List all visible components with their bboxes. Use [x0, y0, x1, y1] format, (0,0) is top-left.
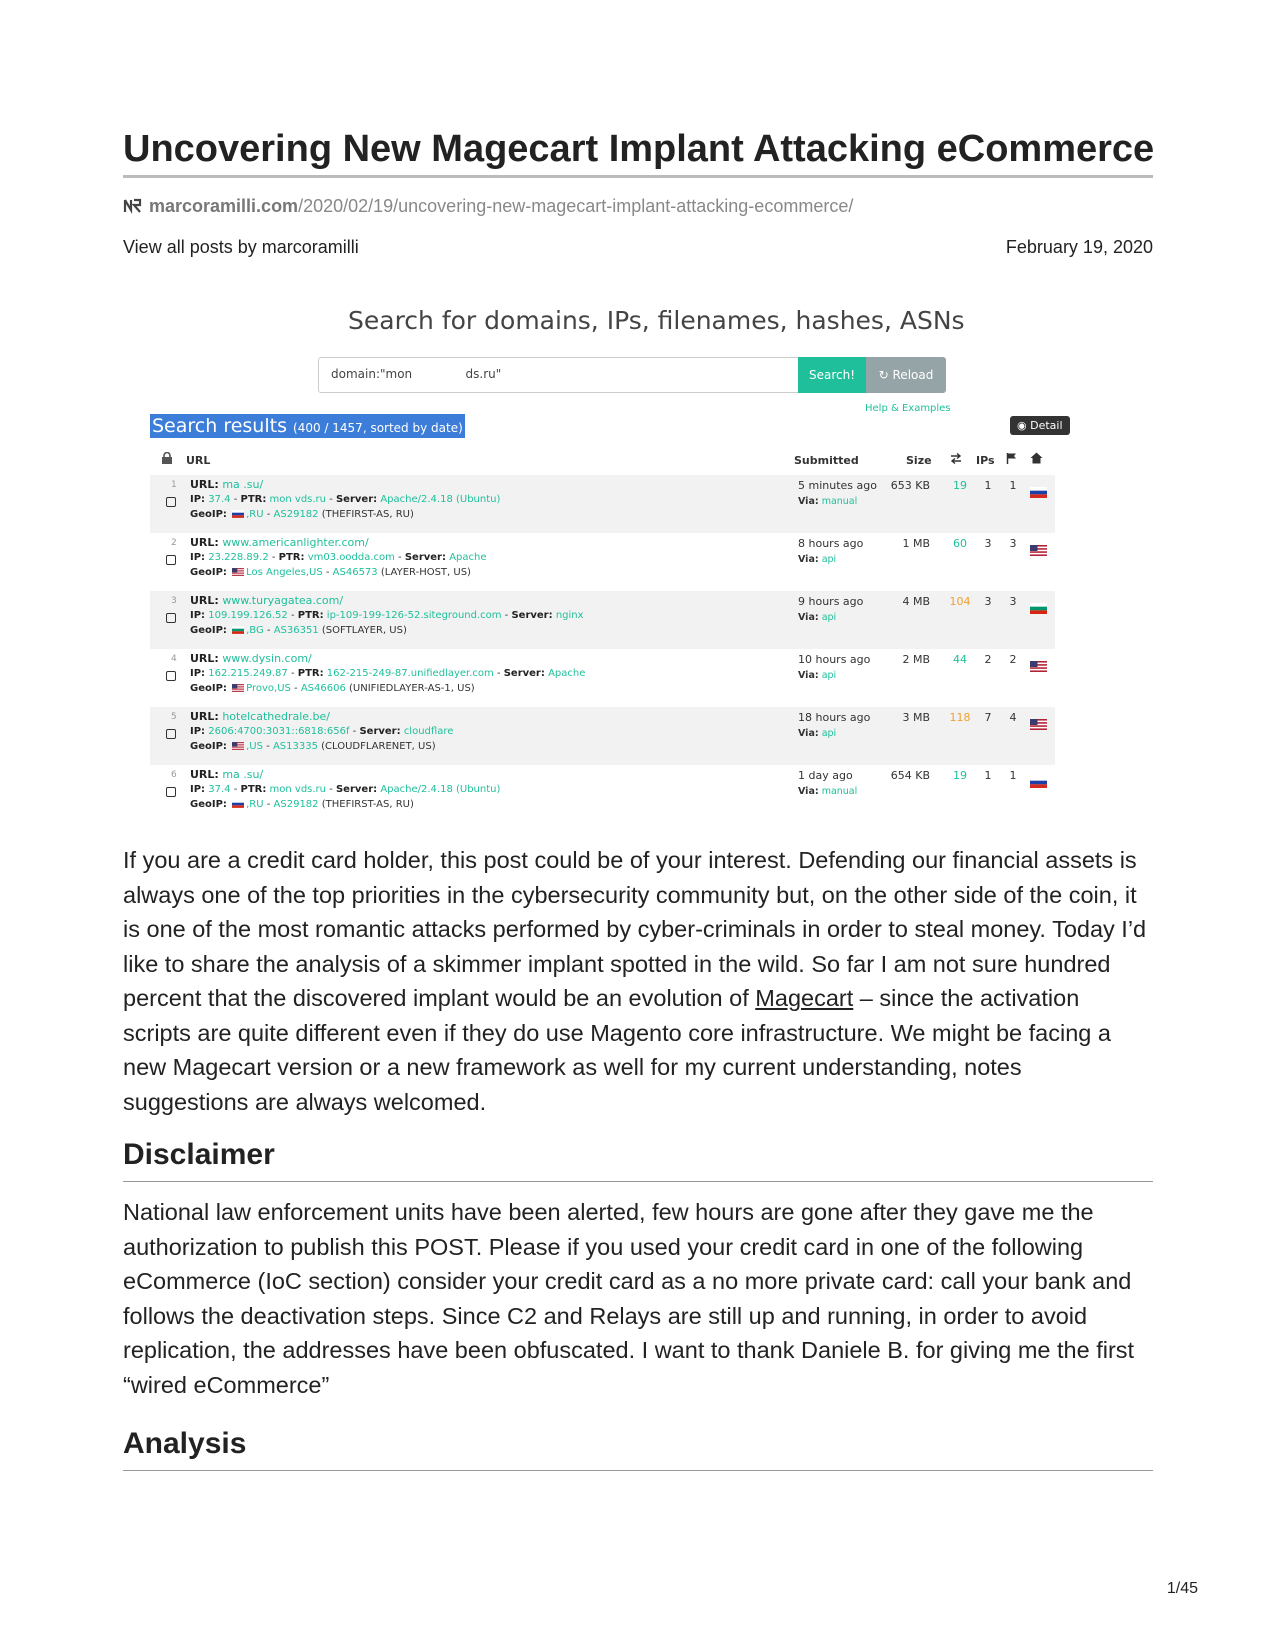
row-countries: 1: [1009, 769, 1017, 782]
row-size: 1 MB: [902, 537, 930, 550]
detail-button[interactable]: ◉ Detail: [1010, 416, 1070, 435]
row-number: 6: [171, 770, 177, 780]
row-ip: IP: 2606:4700:3031::6818:656f - Server: cloudflare: [190, 726, 454, 737]
source-domain: marcoramilli.com: [149, 196, 299, 216]
lock-icon: [161, 452, 173, 464]
disclaimer-rule: [123, 1181, 1153, 1182]
magecart-link[interactable]: Magecart: [755, 985, 854, 1011]
row-via: Via: manual: [798, 786, 858, 797]
search-screenshot: [150, 300, 1115, 870]
geo-flag-icon: [232, 626, 244, 634]
row-size: 3 MB: [902, 711, 930, 724]
geo-flag-icon: [232, 510, 244, 518]
row-ips: 1: [984, 479, 992, 492]
row-ip: IP: 23.228.89.2 - PTR: vm03.oodda.com - Server: Apache: [190, 552, 487, 563]
heading-disclaimer: Disclaimer: [123, 1138, 275, 1171]
table-row[interactable]: [150, 765, 1055, 823]
row-flag-icon: [1030, 773, 1047, 784]
geo-flag-icon: [232, 742, 244, 750]
site-logo-icon: [123, 198, 143, 214]
row-transfers: 60: [953, 537, 967, 550]
row-submitted: 8 hours ago: [798, 537, 864, 550]
row-number: 4: [171, 654, 177, 664]
row-transfers: 44: [953, 653, 967, 666]
row-size: 654 KB: [890, 769, 930, 782]
geo-flag-icon: [232, 684, 244, 692]
row-ips: 2: [984, 653, 992, 666]
table-row[interactable]: [150, 707, 1055, 765]
row-submitted: 10 hours ago: [798, 653, 871, 666]
row-countries: 3: [1009, 537, 1017, 550]
row-checkbox[interactable]: [166, 613, 176, 623]
transfer-icon: [950, 453, 962, 464]
table-row[interactable]: [150, 533, 1055, 591]
row-countries: 3: [1009, 595, 1017, 608]
post-date: February 19, 2020: [1005, 237, 1153, 257]
row-countries: 2: [1009, 653, 1017, 666]
row-submitted: 9 hours ago: [798, 595, 864, 608]
row-transfers: 118: [949, 711, 971, 724]
row-number: 1: [171, 480, 177, 490]
row-geoip: GeoIP: ,US - AS13335 (CLOUDFLARENET, US): [190, 741, 436, 752]
row-url[interactable]: URL: ma .su/: [190, 768, 264, 781]
row-via: Via: api: [798, 728, 837, 739]
geo-flag-icon: [232, 800, 244, 808]
row-url[interactable]: URL: www.dysin.com/: [190, 652, 312, 665]
row-ip: IP: 37.4 - PTR: mon vds.ru - Server: Apache/2.4.18 (Ubuntu): [190, 494, 501, 505]
row-countries: 4: [1009, 711, 1017, 724]
table-row[interactable]: [150, 475, 1055, 533]
row-flag-icon: [1030, 541, 1047, 552]
title-rule: [123, 175, 1153, 178]
row-checkbox[interactable]: [166, 497, 176, 507]
row-geoip: GeoIP: ,BG - AS36351 (SOFTLAYER, US): [190, 625, 407, 636]
col-ips: IPs: [976, 454, 995, 467]
row-flag-icon: [1030, 483, 1047, 494]
row-checkbox[interactable]: [166, 671, 176, 681]
row-size: 653 KB: [890, 479, 930, 492]
row-number: 5: [171, 712, 177, 722]
row-url[interactable]: URL: hotelcathedrale.be/: [190, 710, 331, 723]
heading-analysis: Analysis: [123, 1427, 247, 1460]
results-title: Search results (400 / 1457, sorted by date): [152, 415, 463, 437]
row-via: Via: api: [798, 612, 837, 623]
col-size: Size: [906, 454, 932, 467]
row-ips: 3: [984, 537, 992, 550]
table-row[interactable]: [150, 649, 1055, 707]
row-countries: 1: [1009, 479, 1017, 492]
search-heading: Search for domains, IPs, filenames, hashes, ASNs: [348, 306, 965, 335]
row-geoip: GeoIP: Provo,US - AS46606 (UNIFIEDLAYER-AS-1, US): [190, 683, 475, 694]
row-ips: 3: [984, 595, 992, 608]
row-transfers: 19: [953, 769, 967, 782]
help-link[interactable]: Help & Examples: [865, 403, 951, 414]
row-via: Via: api: [798, 670, 837, 681]
author-link[interactable]: View all posts by marcoramilli: [123, 237, 359, 257]
row-submitted: 18 hours ago: [798, 711, 871, 724]
row-url[interactable]: URL: www.americanlighter.com/: [190, 536, 369, 549]
page-number: 1/45: [1166, 1580, 1198, 1597]
row-number: 2: [171, 538, 177, 548]
row-ips: 1: [984, 769, 992, 782]
page-title: Uncovering New Magecart Implant Attacking eCommerce: [123, 128, 1155, 170]
col-submitted: Submitted: [794, 454, 859, 467]
geo-flag-icon: [232, 568, 244, 576]
row-ips: 7: [984, 711, 992, 724]
row-checkbox[interactable]: [166, 729, 176, 739]
row-number: 3: [171, 596, 177, 606]
row-ip: IP: 162.215.249.87 - PTR: 162-215-249-87.unifiedlayer.com - Server: Apache: [190, 668, 586, 679]
disclaimer-paragraph: National law enforcement units have been alerted, few hours are gone after they gave me the authorization to publish this POST. Please if you used your credit card in one of the following eCommerce (IoC section) consider your credit card as a no more private card: call your bank and follows the deactivation steps. Since C2 and Relays are still up and running, in order to avoid replication, the addresses have been obfuscated. I want to thank Daniele B. for giving me the first “wired eCommerce”: [123, 1199, 1135, 1398]
search-button[interactable]: Search!: [798, 357, 866, 393]
analysis-rule: [123, 1470, 1153, 1471]
col-url: URL: [186, 454, 211, 467]
row-geoip: GeoIP: ,RU - AS29182 (THEFIRST-AS, RU): [190, 799, 414, 810]
row-geoip: GeoIP: Los Angeles,US - AS46573 (LAYER-HOST, US): [190, 567, 471, 578]
row-transfers: 19: [953, 479, 967, 492]
row-ip: IP: 109.199.126.52 - PTR: ip-109-199-126-52.siteground.com - Server: nginx: [190, 610, 584, 621]
source-url[interactable]: [123, 196, 853, 217]
flag-icon: [1006, 452, 1017, 464]
row-geoip: GeoIP: ,RU - AS29182 (THEFIRST-AS, RU): [190, 509, 414, 520]
row-size: 4 MB: [902, 595, 930, 608]
row-via: Via: manual: [798, 496, 858, 507]
intro-paragraph: If you are a credit card holder, this post could be of your interest. Defending our financial assets is always one of the top priorities in the cybersecurity community but, on the other side of the coin, it is one of the most romantic attacks performed by cyber-criminals in order to steal money. Today I’d like to share the analysis of a skimmer implant spotted in the wild. So far I am not sure hundred percent that the discovered implant would be an evolution of Magecart – since the activation scripts are quite different even if they do use Magento core infrastructure. We might be facing a new Magecart version or a new framework as well for my current understanding, notes suggestions are always welcomed.: [123, 847, 1147, 1115]
search-input[interactable]: domain:"mon ds.ru": [318, 357, 800, 393]
row-flag-icon: [1030, 599, 1047, 610]
row-ip: IP: 37.4 - PTR: mon vds.ru - Server: Apache/2.4.18 (Ubuntu): [190, 784, 501, 795]
row-checkbox[interactable]: [166, 555, 176, 565]
row-checkbox[interactable]: [166, 787, 176, 797]
table-row[interactable]: [150, 591, 1055, 649]
row-flag-icon: [1030, 715, 1047, 726]
home-icon: [1030, 452, 1043, 464]
row-via: Via: api: [798, 554, 837, 565]
row-submitted: 1 day ago: [798, 769, 853, 782]
row-submitted: 5 minutes ago: [798, 479, 877, 492]
row-transfers: 104: [949, 595, 971, 608]
source-path: /2020/02/19/uncovering-new-magecart-implant-attacking-ecommerce/: [298, 196, 854, 216]
row-url[interactable]: URL: ma .su/: [190, 478, 264, 491]
row-url[interactable]: URL: www.turyagatea.com/: [190, 594, 344, 607]
reload-button[interactable]: ↻ Reload: [866, 357, 946, 393]
row-size: 2 MB: [902, 653, 930, 666]
row-flag-icon: [1030, 657, 1047, 668]
